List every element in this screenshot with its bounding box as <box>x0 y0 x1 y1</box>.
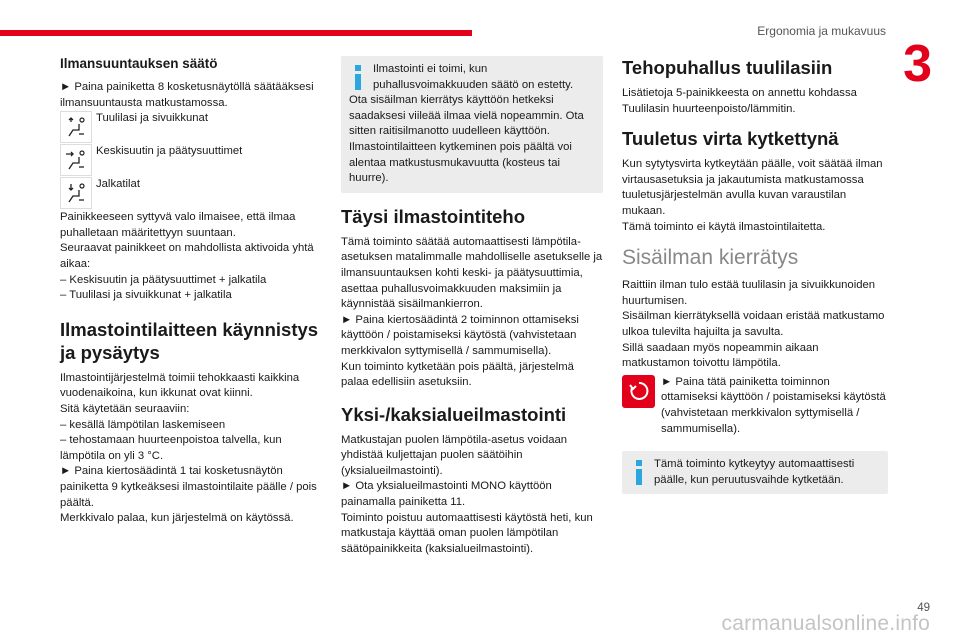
info-note-ac <box>341 56 603 193</box>
airflow-intro: ► Paina painiketta 8 kosketusnäytöllä säätääksesi ilmansuuntausta matkustamossa. <box>60 81 314 109</box>
recirc-body-3: Sillä saadaan myös nopeammin aikaan matkustamon toivottu lämpötila. <box>622 341 819 370</box>
mono-body-2: ► Ota yksialueilmastointi MONO käyttöön painamalla painiketta 11. <box>341 480 552 509</box>
airflow-option-label: Tuulilasi ja sivuikkunat <box>96 112 208 125</box>
center-end-vents-icon <box>60 144 92 176</box>
recirc-action <box>622 375 888 437</box>
onoff-body-1: Ilmastointijärjestelmä toimii tehokkaasti kaikkina vuodenaikoina, kun ikkunat ovat kiinni. <box>60 371 300 400</box>
vent-body-1: Kun sytytysvirta kytkeytään päälle, voit säätää ilman virtausasetuksia ja jakautumista matkustamossa tuuletusjärjestelmän avulla kuvan varaustilan mukaan. <box>622 158 883 217</box>
windscreen-side-vents-icon <box>60 111 92 143</box>
info-note-rest: Ota sisäilman kierrätys käyttöön hetkeksi saadaksesi viileää ilmaa vielä nopeammin. Ota sitten raitisilmanotto uudelleen käyttöön. Ilmastointilaitteen kytkeminen pois päältä voi alentaa matkustusmukavuutta (kosteus tai huurre). <box>349 94 584 185</box>
onoff-body-2: Sitä käytetään seuraaviin: <box>60 402 190 415</box>
heading-recirc: Sisäilman kierrätys <box>622 246 799 270</box>
running-head: Ergonomia ja mukavuus <box>757 24 886 38</box>
recirc-body-1: Raittiin ilman tulo estää tuulilasin ja sivuikkunoiden huurtumisen. <box>622 279 876 307</box>
airflow-body-1: Painikkeeseen syttyvä valo ilmaisee, että ilmaa puhalletaan määritettyyn suuntaan. <box>60 211 296 239</box>
airflow-option-center <box>60 144 322 177</box>
mono-body-1: Matkustajan puolen lämpötila-asetus voidaan yhdistää kuljettajan puolen säätöihin (yksialueilmastointi). <box>341 433 568 477</box>
boost-body: Lisätietoja 5-painikkeesta on annettu kohdassa Tuulilasin huurteenpoisto/lämmitin. <box>622 87 857 115</box>
heading-mono: Yksi-/kaksialueilmastointi <box>341 403 567 425</box>
max-body-1: Tämä toiminto säätää automaattisesti lämpötila-asetuksen matalimmalle mahdolliselle asetukselle ja ilmansuuntauksen kohti keski- ja päätysuuttimia, asettaa puhallusvoimakkuuden maksimiin ja käynnistää sisäilmankierron. <box>341 235 603 311</box>
column-1 <box>60 56 322 527</box>
chapter-number: 3 <box>903 35 932 93</box>
header-accent-bar <box>0 30 472 36</box>
airflow-body-3: – Keskisuutin ja päätysuuttimet + jalkatila <box>60 273 267 286</box>
heading-vent: Tuuletus virta kytkettynä <box>622 128 839 150</box>
max-body-3: Kun toiminto kytketään pois päältä, järjestelmä palaa edellisiin asetuksiin. <box>341 360 574 389</box>
info-note-reverse <box>622 451 888 494</box>
footwell-icon <box>60 177 92 209</box>
heading-airflow: Ilmansuuntauksen säätö <box>60 56 218 71</box>
info-icon-dot <box>355 65 361 71</box>
watermark: carmanualsonline.info <box>721 612 930 635</box>
recirc-action-text: ► Paina tätä painiketta toiminnon ottamiseksi käyttöön / poistamiseksi käytöstä (vahvistetaan merkkivalon syttymisellä / sammumisella). <box>661 375 886 435</box>
onoff-body-3: – kesällä lämpötilan laskemiseen <box>60 418 226 431</box>
airflow-body-2: Seuraavat painikkeet on mahdollista aktivoida yhtä aikaa: <box>60 242 314 270</box>
mono-body-3: Toiminto poistuu automaattisesti käytöstä heti, kun matkustaja käyttää oman puolen lämpötilan säätöpainikkeita (kaksialueilmastointi). <box>341 511 593 555</box>
airflow-body-4: – Tuulilasi ja sivuikkunat + jalkatila <box>60 289 232 302</box>
heading-onoff: Ilmastointilaitteen käynnistys ja pysäytys <box>60 318 319 363</box>
info-note-reverse-text: Tämä toiminto kytkeytyy automaattisesti päälle, kun peruutusvaihde kytketään. <box>654 458 855 486</box>
recirculation-icon <box>622 375 655 408</box>
column-2 <box>341 56 603 557</box>
onoff-body-5: ► Paina kiertosäädintä 1 tai kosketusnäytön painiketta 9 kytkeäksesi ilmastointilaite päälle / pois päältä. <box>60 465 317 509</box>
airflow-option-label: Keskisuutin ja päätysuuttimet <box>96 145 243 158</box>
info-icon <box>636 469 642 485</box>
max-body-2: ► Paina kiertosäädintä 2 toiminnon ottamiseksi käyttöön / poistamiseksi käytöstä (vahvistetaan merkkivalon syttymisellä / sammumisella). <box>341 313 579 357</box>
heading-boost: Tehopuhallus tuulilasiin <box>622 57 833 78</box>
info-icon <box>355 74 361 90</box>
heading-max-ac: Täysi ilmastointiteho <box>341 205 526 227</box>
airflow-option-footwell <box>60 177 322 210</box>
vent-body-2: Tämä toiminto ei käytä ilmastointilaitetta. <box>622 220 826 233</box>
recirc-body-2: Sisäilman kierrätyksellä voidaan eristää matkustamo ulkoa tulevilta hajuilta ja savulta. <box>622 310 885 338</box>
info-note-first: Ilmastointi ei toimi, kun puhallusvoimakkuuden säätö on estetty. <box>373 63 574 91</box>
airflow-option-windscreen <box>60 111 322 144</box>
airflow-option-label: Jalkatilat <box>96 178 140 191</box>
page-number: 49 <box>917 602 930 614</box>
info-icon-dot <box>636 460 642 466</box>
onoff-body-6: Merkkivalo palaa, kun järjestelmä on käytössä. <box>60 512 294 525</box>
onoff-body-4: – tehostamaan huurteenpoistoa talvella, kun lämpötila on yli 3 °C. <box>60 434 282 462</box>
column-3 <box>622 56 888 494</box>
